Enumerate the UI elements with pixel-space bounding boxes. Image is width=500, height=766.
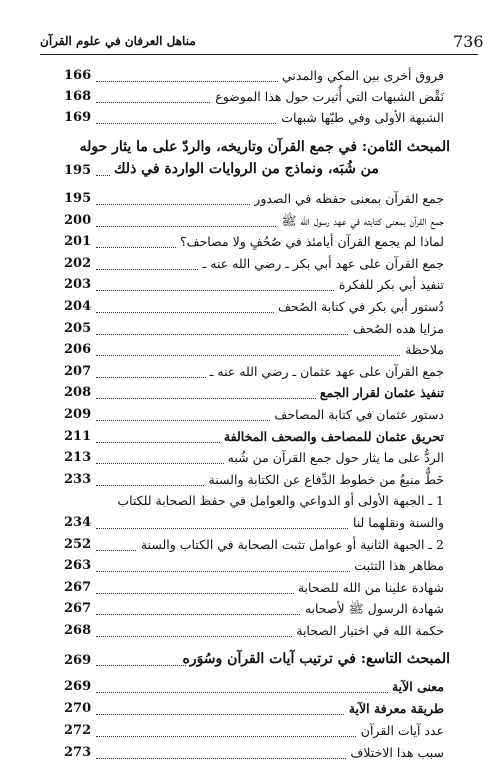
section-title-continued: من شُبَه، ونماذج من الروايات الواردة في ذلك [114, 161, 379, 177]
toc-page-number: 273 [64, 744, 92, 760]
toc-entry-title: جمع القرآن على عهد عثمان ـ رضي الله عنه ـ [206, 362, 444, 382]
toc-entry [64, 513, 444, 533]
toc-entry [64, 556, 444, 576]
toc-entry-title: جمع القرآن على عهد أبي بكر ـ رضي الله عنه ـ [199, 254, 444, 274]
toc-entry [64, 491, 444, 511]
toc-entry-title: والسنة ونقلهما لنا [349, 513, 444, 533]
toc-page-number: 252 [64, 536, 92, 552]
dot-leader [96, 175, 110, 176]
page-number: 736 [453, 32, 484, 51]
toc-page-number: 263 [64, 558, 92, 574]
toc-entry [64, 297, 444, 317]
toc-entry [64, 578, 444, 598]
toc-page-number: 168 [64, 89, 92, 104]
toc-entry-title: الردُّ على ما يثار حول جمع القرآن من شُبه [224, 448, 444, 468]
toc-entry-title: ملاحظة [401, 340, 444, 360]
toc-page-number: 272 [64, 722, 92, 738]
toc-entry-title: مزايا هذه الصُحف [349, 319, 444, 339]
toc-entry [64, 721, 444, 741]
toc-entry-title: شهادة الرسول ﷺ لأصحابه [301, 599, 444, 619]
toc-entry [64, 87, 444, 107]
toc-entry [64, 427, 444, 447]
toc-entry-title: جمع القرآن بمعنى كتابته في عهد رسول الله ﷺ [277, 211, 444, 231]
toc-page-number: 169 [64, 110, 92, 125]
section-title: المبحث التاسع: في ترتيب آيات القرآن وسُوَره [182, 650, 450, 667]
toc-entry-title: شهادة علينا من الله للصحابة [294, 578, 444, 598]
toc-page-number: 200 [64, 212, 92, 228]
toc-page-number: 207 [64, 363, 92, 379]
page-header [40, 32, 484, 54]
toc-entry [64, 232, 444, 252]
toc-entry [64, 362, 444, 382]
toc-entry-title: خَطٌّ منيعٌ من خطوط الدِّفاع عن الكتابة والسنة [205, 470, 444, 490]
toc-page-number: 267 [64, 579, 92, 595]
toc-entry-title: طريقة معرفة الآية [345, 699, 444, 719]
toc-page-number: 203 [64, 277, 92, 293]
section-page-number: 269 [64, 652, 92, 668]
toc-page-number: 267 [64, 601, 92, 617]
toc-entry-title: نَقْض الشبهات التي أُثيرت حول هذا الموضوع [211, 87, 444, 107]
toc-entry-title: الشبهة الأولى وفي طيّها شبهات [277, 108, 444, 128]
toc-page-number: 206 [64, 342, 92, 358]
toc-page-number: 213 [64, 450, 92, 466]
toc-entry [64, 677, 444, 697]
toc-entry-title: 2 ـ الجبهة الثانية أو عوامل تثبت الصحابة في الكتاب والسنة [137, 535, 444, 555]
toc-page-number: 270 [64, 700, 92, 716]
toc-entry [64, 448, 444, 468]
toc-entry [64, 254, 444, 274]
toc-page-number: 205 [64, 320, 92, 336]
toc-entry [64, 599, 444, 619]
toc-entry-title: دستور عثمان في كتابة المصاحف [270, 405, 444, 425]
toc-entry [64, 699, 444, 719]
toc-page-number: 201 [64, 234, 92, 250]
toc-entry-title: حكمة الله في اختيار الصحابة [292, 621, 444, 641]
toc-entry [64, 621, 444, 641]
running-title: مناهل العرفان في علوم القرآن [40, 34, 196, 48]
toc-entry [64, 470, 444, 490]
toc-page-number: 268 [64, 623, 92, 638]
toc-entry [64, 189, 444, 209]
toc-page-number: 202 [64, 255, 92, 271]
toc-page-number: 204 [64, 299, 92, 314]
section-title: المبحث الثامن: في جمع القرآن وتاريخه، والردّ على ما يثار حوله [79, 139, 450, 155]
toc-entry-title: تحريق عثمان للمصاحف والصحف المخالفة [220, 427, 444, 447]
toc-entry [64, 743, 444, 763]
dot-leader [96, 665, 186, 666]
dot-leader [96, 355, 444, 356]
header-rule [40, 54, 478, 55]
toc-entry [64, 211, 444, 231]
toc-entry-title: فروق أخرى بين المكي والمدني [278, 66, 444, 86]
toc-page-number: 209 [64, 407, 92, 422]
toc-entry [64, 66, 444, 86]
toc-page-number: 208 [64, 385, 92, 401]
toc-page-number: 234 [64, 515, 92, 530]
section-heading [64, 139, 450, 183]
toc-entry-title: 1 ـ الجبهة الأولى أو الدواعي والعوامل في حفظ الصحابة للكتاب [113, 491, 444, 511]
toc-entry-title: تنفيذ عثمان لقرار الجمع [316, 383, 444, 403]
toc-entry [64, 383, 444, 403]
section-heading [64, 651, 450, 673]
toc-entry [64, 535, 444, 555]
toc-entry-title: جمع القرآن بمعنى حفظه في الصدور [250, 189, 444, 209]
toc-entry-title: دُستور أبي بكر في كتابة الصُحف [274, 297, 444, 317]
toc-page-number: 166 [64, 68, 92, 83]
toc-entry [64, 275, 444, 295]
toc-entry-title: مظاهر هذا التثبت [350, 556, 444, 576]
toc-page-number: 195 [64, 191, 92, 206]
toc-entry [64, 405, 444, 425]
toc-entry [64, 319, 444, 339]
toc-page-number: 233 [64, 471, 92, 487]
toc-entry-title: معنى الآية [388, 677, 444, 697]
toc-entry-title: سبب هذا الاختلاف [346, 743, 444, 763]
toc-entry-title: عدد آيات القرآن [357, 721, 444, 741]
toc-entry-title: تنفيذ أبي بكر للفكرة [335, 275, 444, 295]
toc-entry-title: لماذا لم يجمع القرآن أيامئذ في صُحُفٍ ولا مصاحف؟ [176, 232, 444, 252]
toc-entry [64, 340, 444, 360]
toc-entry [64, 108, 444, 128]
toc-page-number: 211 [64, 428, 92, 444]
toc-page-number: 269 [64, 678, 92, 694]
section-page-number: 195 [64, 163, 92, 178]
